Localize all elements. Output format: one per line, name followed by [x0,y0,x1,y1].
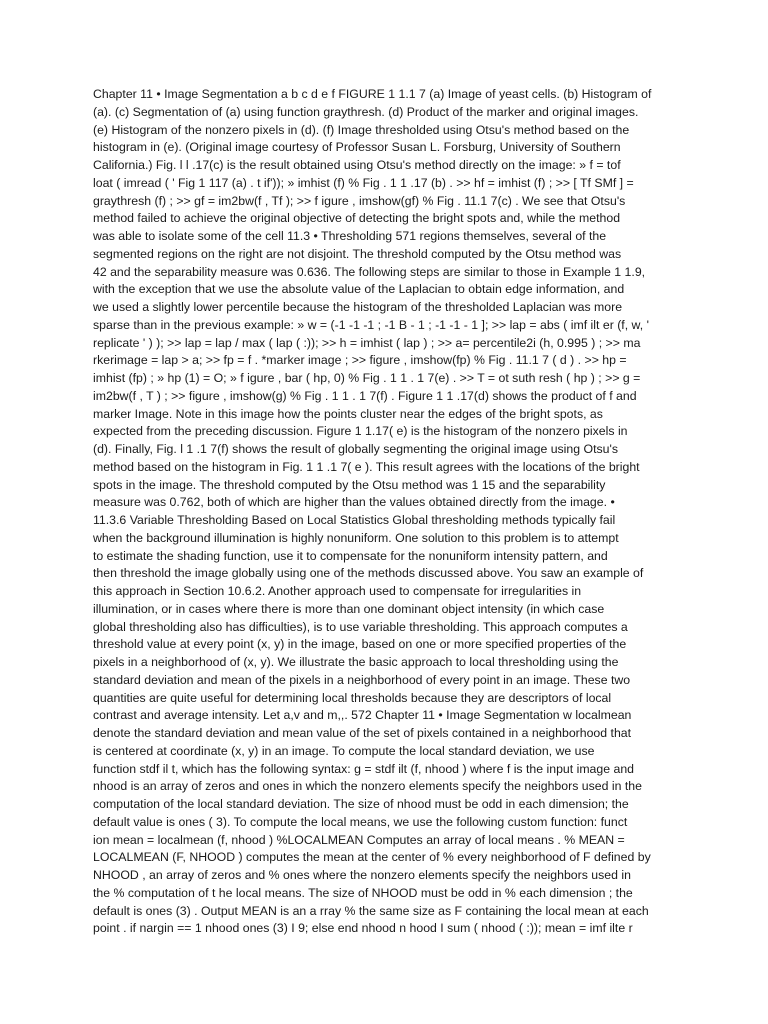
text-line: method failed to achieve the original objective of detecting the bright spots and, while the method [93,211,621,226]
text-line: contrast and average intensity. Let a,v and m,,. 572 Chapter 11 • Image Segmentation w localmean [93,708,632,723]
text-line: im2bw(f , T ) ; >> figure , imshow(g) % Fig . 1 1 . 1 7(f) . Figure 1 1 .17(d) shows the product of f and [93,388,637,403]
text-line: California.) Fig. l l .17(c) is the result obtained using Otsu's method directly on the image: » f = tof [93,158,621,172]
text-line: NHOOD , an array of zeros and % ones where the nonzero elements specify the neighbors used in [93,868,631,882]
text-line: measure was 0.762, both of which are higher than the values obtained directly from the image. • [93,495,615,510]
text-line: was able to isolate some of the cell 11.3 • Thresholding 571 regions themselves, several of the [93,229,607,243]
text-line: sparse than in the previous example: » w = (-1 -1 -1 ; -1 B - 1 ; -1 -1 - 1 ]; >> lap = abs ( imf ilt er (f, w, ' [93,317,649,332]
text-line: standard deviation and mean of the pixels in a neighborhood of every point in an image. These two [93,672,631,687]
text-line: 11.3.6 Variable Thresholding Based on Local Statistics Global thresholding methods typically fail [93,513,616,527]
text-line: segmented regions on the right are not disjoint. The threshold computed by the Otsu method was [93,246,622,261]
text-line: loat ( imread ( ' Fig 1 117 (a) . t if')); » imhist (f) % Fig . 1 1 .17 (b) . >> hf = imhist (f) ; >> [ Tf SMf ] = [93,175,634,190]
text-line: graythresh (f) ; >> gf = im2bw(f , Tf ); >> f igure , imshow(gf) % Fig . 11.1 7(c) . We see that Otsu's [93,193,626,208]
text-line: we used a slightly lower percentile because the histogram of the thresholded Laplacian was more [93,300,623,314]
text-line: illumination, or in cases where there is more than one dominant object intensity (in which case [93,601,605,616]
text-line: 42 and the separability measure was 0.636. The following steps are similar to those in Example 1 1.9, [93,264,646,279]
text-line: default value is ones ( 3). To compute the local means, we use the following custom function: funct [93,814,628,829]
text-line: the % computation of t he local means. The size of NHOOD must be odd in % each dimension ; the [93,885,633,900]
text-line: threshold value at every point (x, y) in the image, based on one or more specified properties of the [93,637,627,652]
text-line: expected from the preceding discussion. Figure 1 1.17( e) is the histogram of the nonzero pixels in [93,424,628,439]
text-line: replicate ' ) ); >> lap = lap / max ( lap ( :)); >> h = imhist ( lap ) ; >> a= percentile2i (h, 0.995 ) ; >> ma [93,335,641,350]
text-line: spots in the image. The threshold computed by the Otsu method was 1 15 and the separability [93,477,606,492]
text-line: function stdf il t, which has the following syntax: g = stdf ilt (f, nhood ) where f is the input image and [93,761,635,776]
text-line: LOCALMEAN (F, NHOOD ) computes the mean at the center of % every neighborhood of F defined by [93,850,651,865]
text-line: global thresholding also has difficulties), is to use variable thresholding. This approach computes a [93,619,628,634]
body-text [93,86,677,938]
text-line: denote the standard deviation and mean value of the set of pixels contained in a neighborhood that [93,726,632,740]
text-line: with the exception that we use the absolute value of the Laplacian to obtain edge information, and [93,282,625,297]
text-line: when the background illumination is highly nonuniform. One solution to this problem is to attempt [93,530,619,545]
text-line: rkerimage = lap > a; >> fp = f . *marker image ; >> figure , imshow(fp) % Fig . 11.1 7 ( d ) . >> hp = [93,353,627,368]
text-line: method based on the histogram in Fig. 1 1 .1 7( e ). This result agrees with the locations of the bright [93,459,640,474]
text-line: imhist (fp) ; » hp (1) = O; » f igure , bar ( hp, 0) % Fig . 1 1 . 1 7(e) . >> T = ot suth resh ( hp ) ; >> g = [93,371,641,385]
text-line: quantities are quite useful for determining local thresholds because they are descriptors of local [93,690,612,705]
text-line: pixels in a neighborhood of (x, y). We illustrate the basic approach to local thresholding using the [93,655,619,669]
text-line: ion mean = localmean (f, nhood ) %LOCALMEAN Computes an array of local means . % MEAN = [93,832,625,847]
text-line: this approach in Section 10.6.2. Another approach used to compensate for irregularities in [93,584,582,598]
text-line: Chapter 11 • Image Segmentation a b c d e f FIGURE 1 1.1 7 (a) Image of yeast cells. (b) Histogram of [93,87,652,101]
text-line: to estimate the shading function, use it to compensate for the nonuniform intensity pattern, and [93,548,608,563]
text-line: default is ones (3) . Output MEAN is an a rray % the same size as F containing the local mean at each [93,903,649,918]
text-line: (d). Finally, Fig. l 1 .1 7(f) shows the result of globally segmenting the original image using Otsu's [93,442,618,456]
text-line: then threshold the image globally using one of the methods discussed above. You saw an example of [93,566,644,581]
text-line: point . if nargin == 1 nhood ones (3) I 9; else end nhood n hood I sum ( nhood ( :)); mean = imf ilte r [93,921,633,936]
text-line: (a). (c) Segmentation of (a) using function graythresh. (d) Product of the marker and original images. [93,104,639,119]
text-line: histogram in (e). (Original image courtesy of Professor Susan L. Forsburg, University of Southern [93,140,621,155]
text-line: computation of the local standard deviation. The size of nhood must be odd in each dimension; the [93,797,629,811]
text-line: nhood is an array of zeros and ones in which the nonzero elements specify the neighbors used in the [93,779,642,794]
text-line: (e) Histogram of the nonzero pixels in (d). (f) Image thresholded using Otsu's method based on the [93,122,630,137]
text-line: marker Image. Note in this image how the points cluster near the edges of the bright spots, as [93,406,603,421]
text-line: is centered at coordinate (x, y) in an image. To compute the local standard deviation, we use [93,743,595,758]
